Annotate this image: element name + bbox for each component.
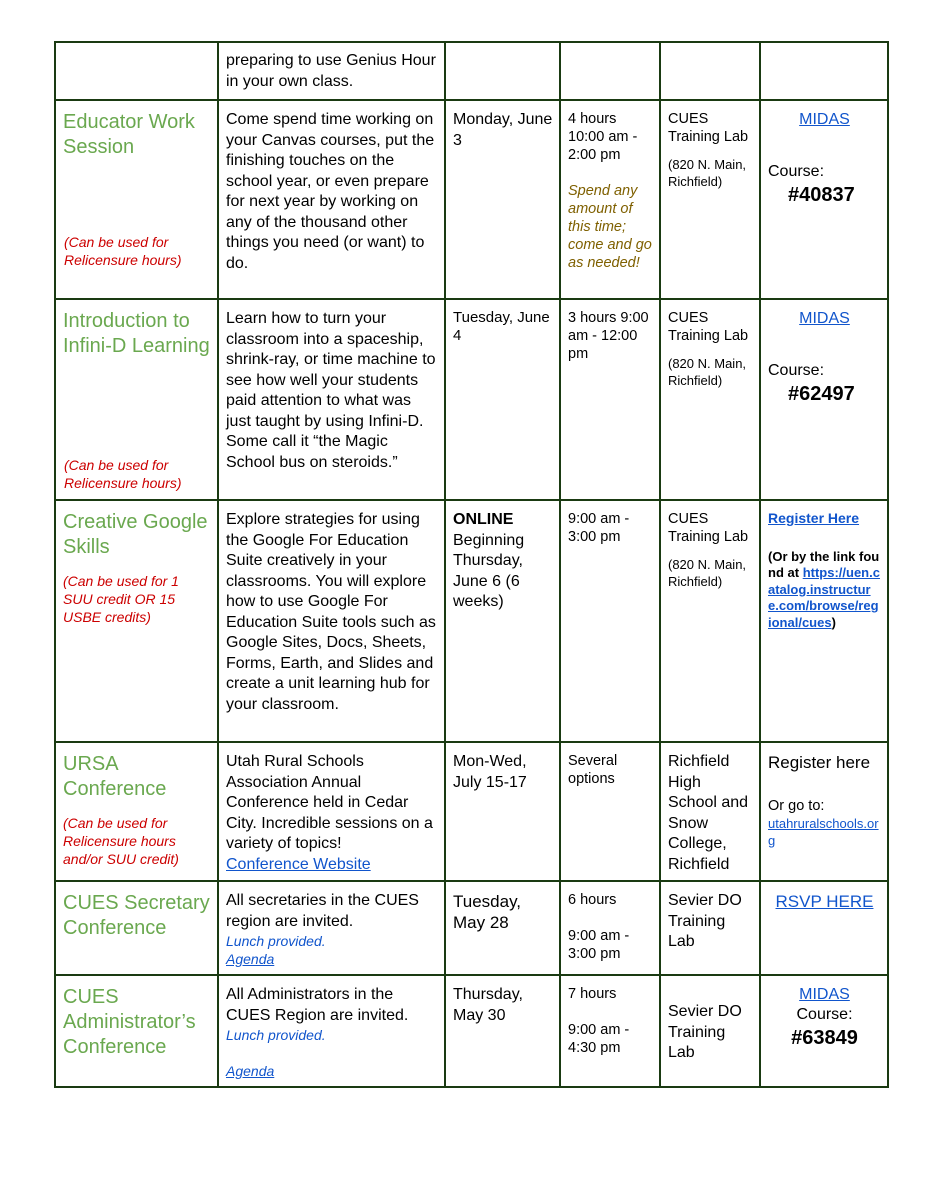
course-time: 9:00 am - 3:00 pm	[568, 511, 630, 545]
table-row	[55, 975, 888, 1087]
course-hours: 6 hours	[568, 892, 617, 908]
register-here-text: Register here	[768, 753, 871, 772]
catalog-link[interactable]: https://uen.catalog.instructure.com/browse/regional/cues	[768, 565, 880, 630]
course-number: #63849	[791, 1027, 858, 1049]
lunch-note: Lunch provided.	[226, 1027, 326, 1043]
course-description: Explore strategies for using the Google For Education Suite creatively in your classrooms. You will explore how to use Google For Education Suite tools such as Google Sites, Docs, Sheets, Forms, Earth, and Slides and create a unit learning hub for your classroom.	[226, 511, 436, 713]
table-row	[55, 100, 888, 299]
course-date: Mon-Wed, July 15-17	[453, 753, 527, 791]
course-label: Course:	[796, 1006, 853, 1023]
course-title: CUES Secretary Conference	[63, 892, 210, 939]
alt-register-text: (Or by the link found at	[768, 548, 880, 580]
table-row	[55, 42, 888, 100]
course-time: 9:00 am - 4:30 pm	[568, 1022, 630, 1056]
lunch-note: Lunch provided.	[226, 933, 326, 949]
course-title: CUES Administrator’s Conference	[63, 986, 196, 1058]
course-schedule-table	[54, 41, 889, 1088]
course-title: Educator Work Session	[63, 111, 195, 158]
date-online: ONLINE	[453, 511, 514, 528]
course-number: #62497	[788, 383, 855, 405]
course-number: #40837	[788, 184, 855, 206]
conference-website-link[interactable]: Conference Website	[226, 855, 371, 873]
agenda-link[interactable]: Agenda	[226, 951, 275, 967]
course-time: 3 hours 9:00 am - 12:00 pm	[568, 310, 649, 362]
course-description: Come spend time working on your Canvas courses, put the finishing touches on the school year, or even prepare for next year by working on any of the thousand other things you need (or want) to do.	[226, 111, 435, 272]
location-address: (820 N. Main, Richfield)	[668, 157, 747, 189]
agenda-link[interactable]: Agenda	[226, 1063, 275, 1079]
alt-close-paren: )	[831, 614, 836, 630]
course-date: Tuesday, May 28	[453, 892, 522, 932]
midas-link[interactable]: MIDAS	[799, 310, 850, 327]
course-description: Learn how to turn your classroom into a spaceship, shrink-ray, or time machine to see how well your students paid attention to what was just taught by using Infini-D. Some call it “the Magic School bus on steroids.”	[226, 310, 436, 471]
course-time: Several options	[568, 753, 618, 787]
course-hours: 7 hours	[568, 986, 617, 1002]
course-time: 9:00 am - 3:00 pm	[568, 928, 630, 962]
course-location: Sevier DO Training Lab	[668, 1003, 742, 1061]
table-row	[55, 742, 888, 881]
credit-note: (Can be used for 1 SUU credit OR 15 USBE credits)	[63, 573, 179, 625]
course-location: CUES Training Lab	[668, 111, 749, 145]
course-location: Sevier DO Training Lab	[668, 892, 742, 950]
midas-link[interactable]: MIDAS	[799, 986, 850, 1003]
credit-note: (Can be used for Relicensure hours)	[64, 457, 182, 491]
register-here-link[interactable]: Register Here	[768, 510, 860, 526]
midas-link[interactable]: MIDAS	[799, 111, 850, 128]
course-date: Monday, June 3	[453, 111, 553, 149]
credit-note: (Can be used for Relicensure hours and/or SUU credit)	[63, 815, 179, 867]
location-address: (820 N. Main, Richfield)	[668, 557, 747, 589]
course-location: CUES Training Lab	[668, 511, 749, 545]
course-time: 4 hours 10:00 am - 2:00 pm	[568, 111, 638, 163]
course-description: All Administrators in the CUES Region are invited.	[226, 986, 409, 1024]
ursa-link[interactable]: utahruralschools.org	[768, 816, 879, 848]
alt-register-text: Or go to:	[768, 798, 825, 814]
table-row	[55, 500, 888, 742]
course-title: Creative Google Skills	[63, 511, 208, 558]
course-description: Utah Rural Schools Association Annual Conference held in Cedar City. Incredible sessions on a variety of topics!	[226, 753, 433, 852]
course-location: CUES Training Lab	[668, 310, 749, 344]
course-date: Beginning Thursday, June 6 (6 weeks)	[453, 531, 525, 610]
course-date: Tuesday, June 4	[453, 309, 550, 344]
location-address: (820 N. Main, Richfield)	[668, 356, 747, 388]
table-row	[55, 299, 888, 500]
schedule-page	[54, 41, 887, 1088]
course-label: Course:	[768, 163, 825, 180]
rsvp-link[interactable]: RSVP HERE	[775, 892, 874, 911]
time-note: Spend any amount of this time; come and go as needed!	[568, 183, 652, 271]
course-description: All secretaries in the CUES region are invited.	[226, 892, 419, 930]
course-location: Richfield High School and Snow College, Richfield	[668, 753, 749, 873]
course-title: Introduction to Infini-D Learning	[63, 310, 210, 357]
course-date: Thursday, May 30	[453, 986, 523, 1024]
course-title: URSA Conference	[63, 753, 167, 800]
course-description: preparing to use Genius Hour in your own class.	[226, 52, 436, 90]
credit-note: (Can be used for Relicensure hours)	[64, 234, 182, 268]
course-label: Course:	[768, 362, 825, 379]
table-row	[55, 881, 888, 975]
